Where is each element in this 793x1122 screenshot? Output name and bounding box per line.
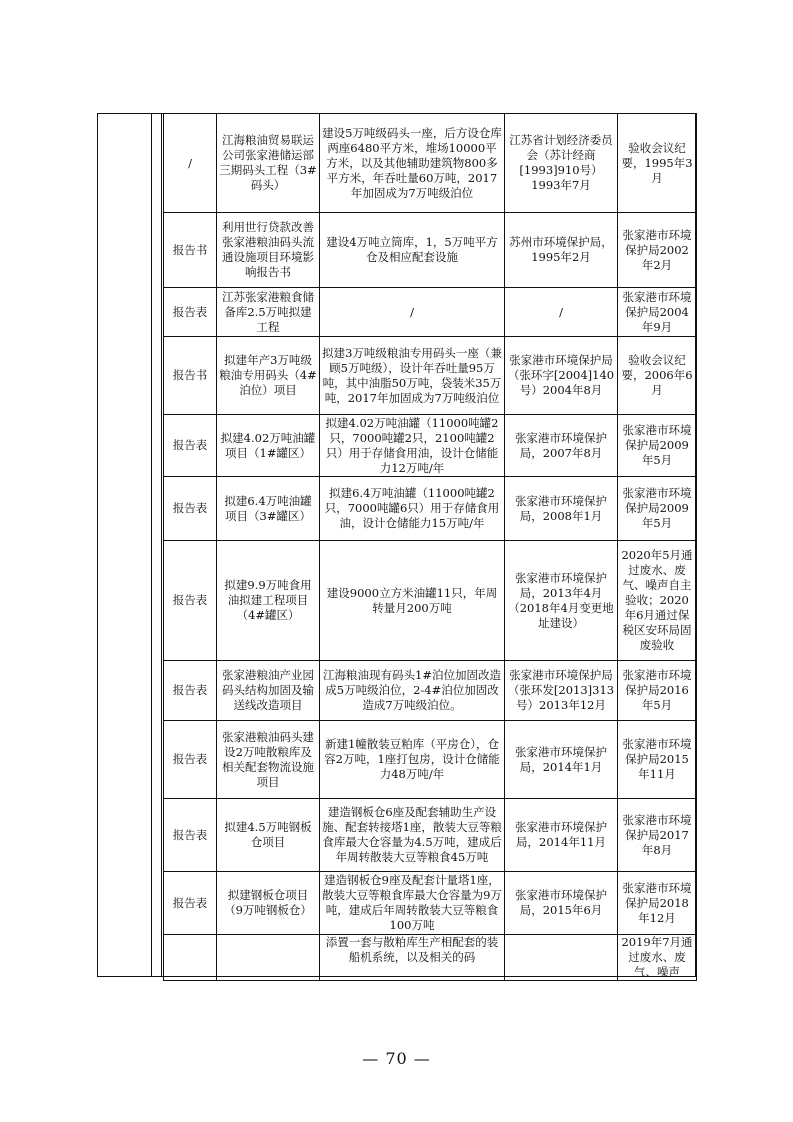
table-row bbox=[164, 288, 697, 337]
project-content-cell: 拟建6.4万吨油罐（11000吨罐2只，7000吨罐6只）用于存储食用油，设计仓储能力15万吨/年 bbox=[320, 477, 505, 541]
project-content-cell: 建造钢板仓9座及配套计量塔1座，散装大豆等粮食库最大仓容量为9万吨，建成后年周转散装大豆等粮食100万吨 bbox=[320, 872, 505, 935]
approval-cell: 张家港市环境保护局，2014年1月 bbox=[505, 721, 618, 799]
project-name-cell: 江苏张家港粮食储备库2.5万吨拟建工程 bbox=[217, 288, 320, 337]
acceptance-cell: 张家港市环境保护局2004年9月 bbox=[618, 288, 697, 337]
acceptance-cell: 张家港市环境保护局2002年2月 bbox=[618, 213, 697, 288]
project-name-cell: 张家港粮油产业园码头结构加固及输送线改造项目 bbox=[217, 661, 320, 721]
table-row bbox=[164, 337, 697, 415]
project-content-cell: 建设4万吨立筒库，1，5万吨平方仓及相应配套设施 bbox=[320, 213, 505, 288]
project-name-cell: 拟建6.4万吨油罐项目（3#罐区） bbox=[217, 477, 320, 541]
table-row bbox=[164, 661, 697, 721]
report-type-cell: 报告表 bbox=[164, 872, 217, 935]
report-type-cell: 报告表 bbox=[164, 415, 217, 477]
table-row bbox=[164, 477, 697, 541]
report-type-cell: 报告表 bbox=[164, 477, 217, 541]
report-type-cell: 报告书 bbox=[164, 337, 217, 415]
project-name-cell: 利用世行贷款改善张家港粮油码头流通设施项目环境影响报告书 bbox=[217, 213, 320, 288]
report-type-cell: 报告书 bbox=[164, 213, 217, 288]
acceptance-cell: 张家港市环境保护局2018年12月 bbox=[618, 872, 697, 935]
project-content-cell: 新建1幢散装豆粕库（平房仓），仓容2万吨，1座打包房，设计仓储能力48万吨/年 bbox=[320, 721, 505, 799]
project-content-cell: 建设9000立方米油罐11只，年周转量月200万吨 bbox=[320, 541, 505, 661]
table-row bbox=[164, 721, 697, 799]
approval-cell: 苏州市环境保护局，1995年2月 bbox=[505, 213, 618, 288]
project-name-cell: 江海粮油贸易联运公司张家港储运部三期码头工程（3#码头） bbox=[217, 114, 320, 213]
approval-cell: 张家港市环境保护局（张环字[2004]140号）2004年8月 bbox=[505, 337, 618, 415]
project-name-cell: 拟建9.9万吨食用油拟建工程项目（4#罐区） bbox=[217, 541, 320, 661]
project-name-cell: 拟建年产3万吨级粮油专用码头（4#泊位）项目 bbox=[217, 337, 320, 415]
report-type-cell: 报告表 bbox=[164, 288, 217, 337]
project-name-cell: 拟建4.5万吨钢板仓项目 bbox=[217, 799, 320, 872]
project-content-cell: / bbox=[320, 288, 505, 337]
acceptance-cell: 验收会议纪要，2006年6月 bbox=[618, 337, 697, 415]
report-type-cell bbox=[164, 935, 217, 981]
approval-cell: 江苏省计划经济委员会（苏计经商[1993]910号）1993年7月 bbox=[505, 114, 618, 213]
project-name-cell bbox=[217, 935, 320, 981]
project-content-cell: 拟建3万吨级粮油专用码头一座（兼顾5万吨级），设计年吞吐量95万吨，其中油脂50万吨，袋装米35万吨，2017年加固成为7万吨级泊位 bbox=[320, 337, 505, 415]
approval-cell: 张家港市环境保护局，2007年8月 bbox=[505, 415, 618, 477]
project-content-cell: 江海粮油现有码头1#泊位加固改造成5万吨级泊位，2-4#泊位加固改造成7万吨级泊位。 bbox=[320, 661, 505, 721]
acceptance-cell: 2019年7月通过废水、废气、噪声 bbox=[618, 935, 697, 981]
table-row bbox=[164, 541, 697, 661]
project-name-cell: 拟建钢板仓项目（9万吨钢板仓） bbox=[217, 872, 320, 935]
report-type-cell: 报告表 bbox=[164, 661, 217, 721]
approval-cell: 张家港市环境保护局，2008年1月 bbox=[505, 477, 618, 541]
acceptance-cell: 验收会议纪要，1995年3月 bbox=[618, 114, 697, 213]
table-row bbox=[164, 799, 697, 872]
table-row bbox=[164, 213, 697, 288]
acceptance-cell: 2020年5月通过废水、废气、噪声自主验收；2020年6月通过保税区安环局固废验收 bbox=[618, 541, 697, 661]
approval-cell bbox=[505, 935, 618, 981]
project-table bbox=[163, 113, 697, 981]
project-content-cell: 建造钢板仓6座及配套辅助生产设施、配套转接塔1座，散装大豆等粮食库最大仓容量为4.5万吨，建成后年周转散装大豆等粮食45万吨 bbox=[320, 799, 505, 872]
approval-cell: 张家港市环境保护局，2014年11月 bbox=[505, 799, 618, 872]
column-divider bbox=[161, 114, 162, 976]
report-type-cell: / bbox=[164, 114, 217, 213]
project-name-cell: 拟建4.02万吨油罐项目（1#罐区） bbox=[217, 415, 320, 477]
project-content-cell: 建设5万吨级码头一座，后方设仓库两座6480平方米，堆场10000平方米，以及其他辅助建筑物800多平方米，年吞吐量60万吨，2017年加固成为7万吨级泊位 bbox=[320, 114, 505, 213]
project-content-cell: 添置一套与散粕库生产相配套的装船机系统，以及相关的码 bbox=[320, 935, 505, 981]
approval-cell: 张家港市环境保护局，2015年6月 bbox=[505, 872, 618, 935]
page-number: — 70 — bbox=[362, 1049, 431, 1068]
table-row bbox=[164, 415, 697, 477]
column-divider bbox=[151, 114, 152, 976]
approval-cell: 张家港市环境保护局，2013年4月（2018年4月变更地址建设） bbox=[505, 541, 618, 661]
table-row bbox=[164, 935, 697, 981]
approval-cell: / bbox=[505, 288, 618, 337]
acceptance-cell: 张家港市环境保护局2009年5月 bbox=[618, 415, 697, 477]
report-type-cell: 报告表 bbox=[164, 799, 217, 872]
report-type-cell: 报告表 bbox=[164, 721, 217, 799]
acceptance-cell: 张家港市环境保护局2015年11月 bbox=[618, 721, 697, 799]
acceptance-cell: 张家港市环境保护局2016年5月 bbox=[618, 661, 697, 721]
table-row bbox=[164, 872, 697, 935]
project-content-cell: 拟建4.02万吨油罐（11000吨罐2只，7000吨罐2只，2100吨罐2只）用于存储食用油，设计仓储能力12万吨/年 bbox=[320, 415, 505, 477]
report-type-cell: 报告表 bbox=[164, 541, 217, 661]
project-name-cell: 张家港粮油码头建设2万吨散粮库及相关配套物流设施项目 bbox=[217, 721, 320, 799]
approval-cell: 张家港市环境保护局（张环发[2013]313号）2013年12月 bbox=[505, 661, 618, 721]
acceptance-cell: 张家港市环境保护局2017年8月 bbox=[618, 799, 697, 872]
acceptance-cell: 张家港市环境保护局2009年5月 bbox=[618, 477, 697, 541]
table-row bbox=[164, 114, 697, 213]
